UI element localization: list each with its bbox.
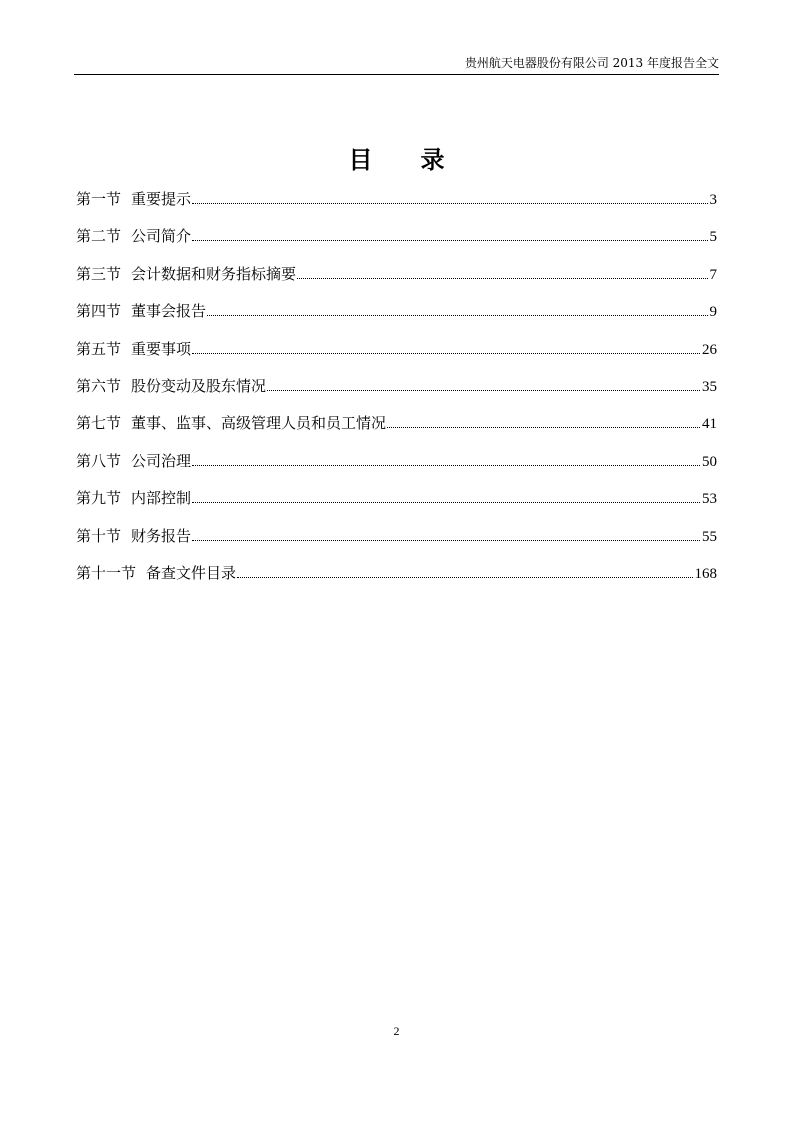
toc-dot-leader [192, 240, 707, 241]
toc-dot-leader [237, 577, 692, 578]
toc-section-number: 第四节 [76, 302, 122, 321]
toc-page-number: 168 [694, 565, 717, 582]
toc-entry-title: 财务报告 [131, 526, 192, 545]
toc-entry-title: 重要提示 [131, 190, 192, 208]
toc-entry[interactable] [76, 562, 717, 599]
toc-dot-leader [192, 353, 700, 354]
toc-dot-leader [387, 427, 700, 428]
toc-entry[interactable] [76, 487, 717, 524]
toc-dot-leader [192, 203, 707, 204]
toc-entry[interactable] [76, 375, 717, 412]
toc-entry[interactable] [76, 300, 717, 337]
toc-entry[interactable] [76, 338, 717, 375]
toc-dot-leader [207, 315, 707, 316]
page-title [0, 144, 793, 176]
toc-dot-leader [297, 278, 707, 279]
toc-dot-leader [192, 465, 700, 466]
toc-entry[interactable] [76, 412, 717, 449]
toc-entry-title: 内部控制 [131, 489, 192, 508]
title-char-1: 目 [348, 146, 373, 174]
toc-section-number: 第五节 [76, 339, 122, 358]
toc-page-number: 3 [709, 192, 717, 208]
toc-section-number: 第十节 [76, 526, 122, 545]
toc-entry-title: 会计数据和财务指标摘要 [131, 264, 297, 283]
toc-section-number: 第六节 [76, 376, 122, 395]
toc-page-number: 5 [709, 229, 717, 246]
table-of-contents [76, 188, 717, 599]
toc-page-number: 9 [709, 304, 717, 321]
toc-entry[interactable] [76, 225, 717, 262]
toc-dot-leader [267, 390, 700, 391]
toc-dot-leader [192, 540, 700, 541]
toc-entry[interactable] [76, 263, 717, 300]
toc-entry-title: 备查文件目录 [146, 563, 237, 582]
toc-entry-title: 公司治理 [131, 451, 192, 470]
toc-section-number: 第三节 [76, 264, 122, 283]
toc-entry-title: 公司简介 [131, 227, 192, 246]
toc-page-number: 55 [702, 528, 717, 545]
toc-section-number: 第一节 [76, 190, 122, 208]
toc-section-number: 第八节 [76, 451, 122, 470]
toc-entry[interactable] [76, 188, 717, 225]
toc-entry-title: 重要事项 [131, 339, 192, 358]
page-number: 2 [393, 1024, 400, 1038]
toc-section-number: 第二节 [76, 227, 122, 246]
toc-page-number: 35 [702, 378, 717, 395]
toc-page-number: 50 [702, 453, 717, 470]
toc-dot-leader [192, 502, 700, 503]
toc-entry[interactable] [76, 450, 717, 487]
toc-section-number: 第九节 [76, 489, 122, 508]
toc-page-number: 53 [702, 491, 717, 508]
running-header: 贵州航天电器股份有限公司 2013 年度报告全文 [74, 56, 719, 75]
toc-page-number: 41 [702, 416, 717, 433]
toc-section-number: 第七节 [76, 414, 122, 433]
toc-entry-title: 董事会报告 [131, 302, 207, 321]
toc-entry-title: 董事、监事、高级管理人员和员工情况 [131, 414, 387, 433]
toc-entry[interactable] [76, 525, 717, 562]
toc-page-number: 26 [702, 341, 717, 358]
toc-page-number: 7 [709, 266, 717, 283]
toc-section-number: 第十一节 [76, 563, 137, 582]
title-char-2: 录 [420, 146, 445, 174]
toc-entry-title: 股份变动及股东情况 [131, 376, 267, 395]
